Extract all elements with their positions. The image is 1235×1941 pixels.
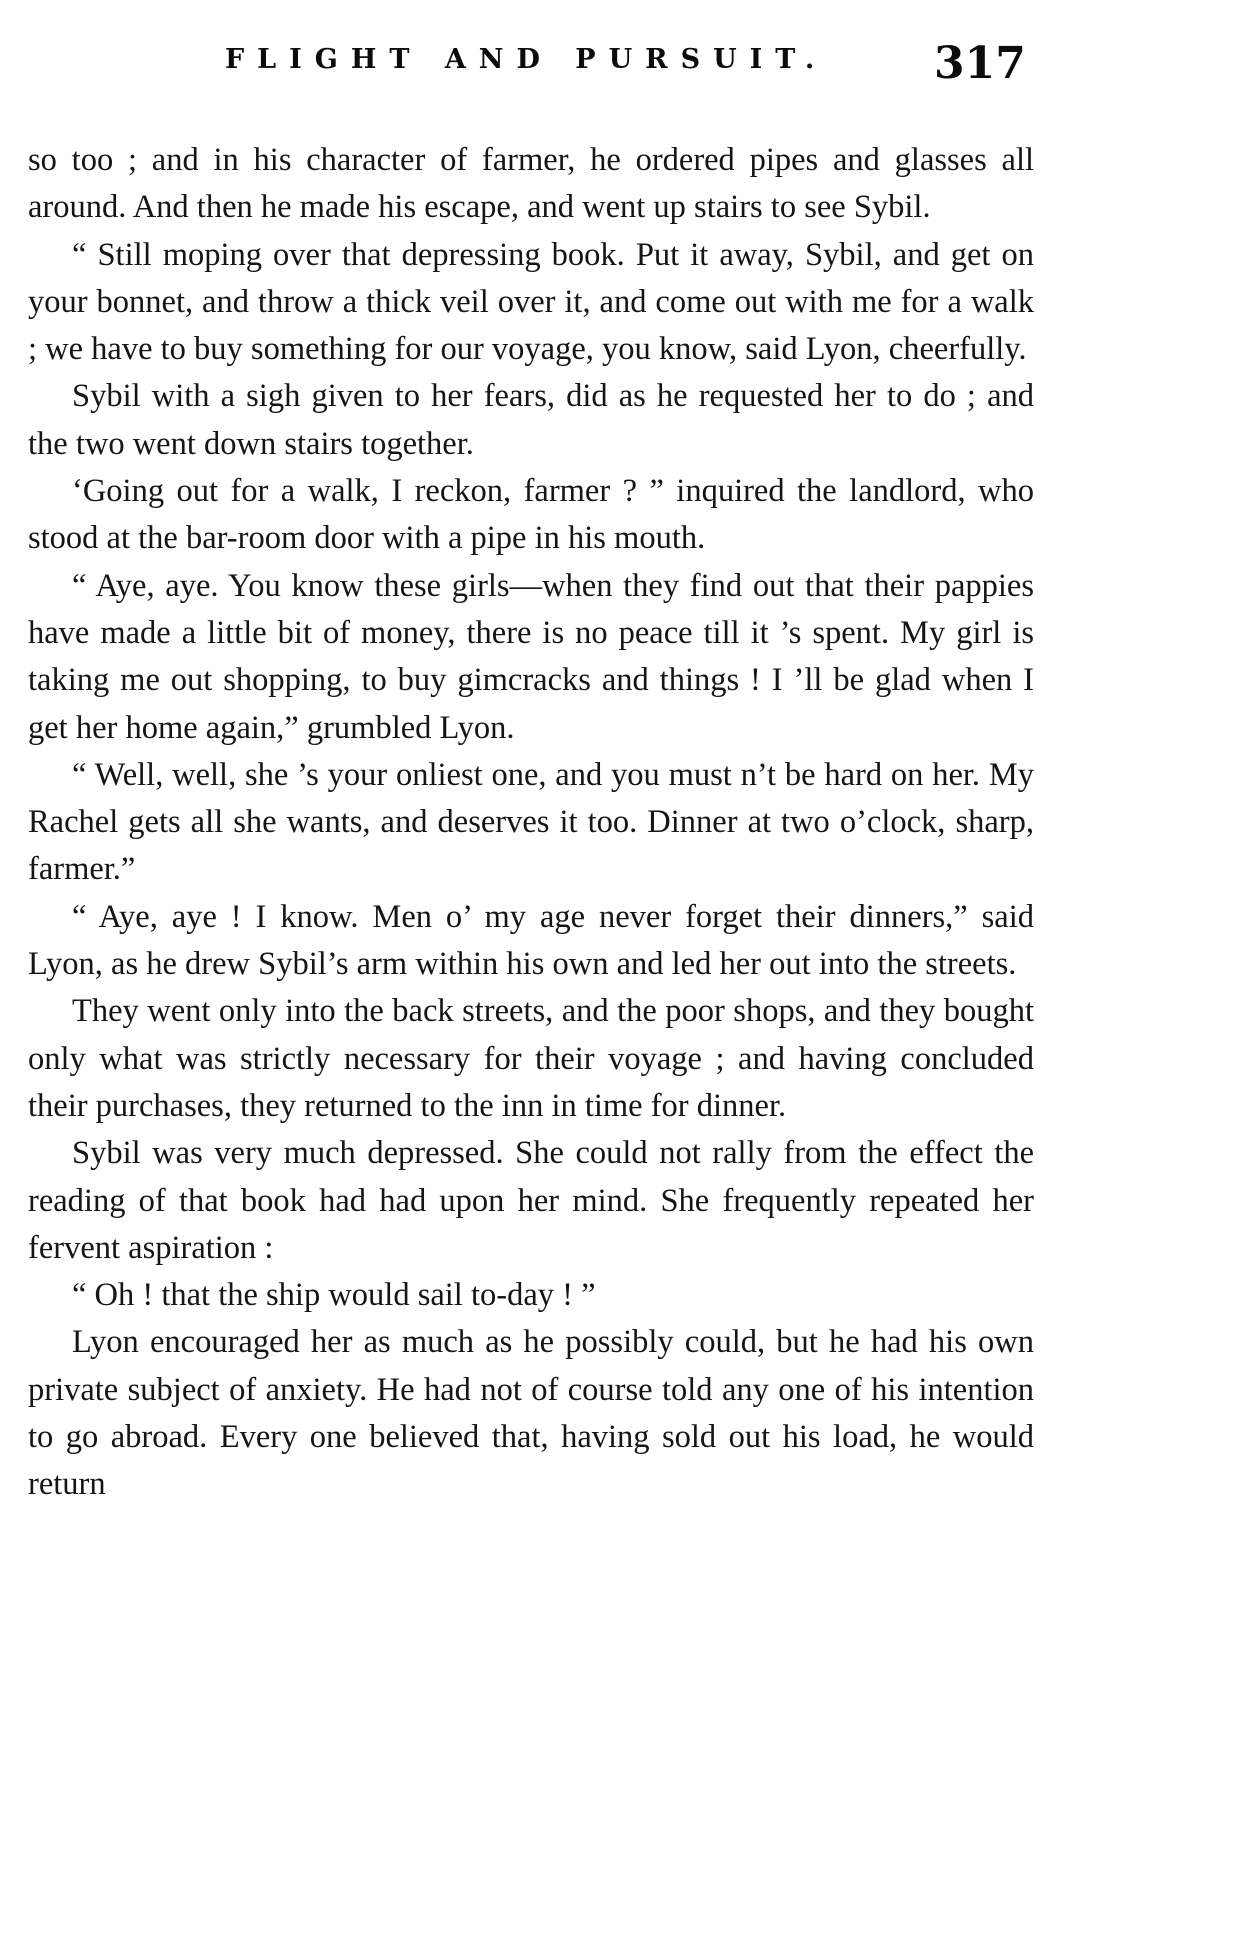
paragraph-5: “ Aye, aye. You know these girls—when they find out that their pappies have made a little bit of money, there is no peace till it ’s spent. My girl is taking me out shopping, to buy gimcracks and things ! I ’ll be glad when I get her home again,” grumbled Lyon. [28,567,1034,746]
paragraph-10: “ Oh ! that the ship would sail to-day ! ” [72,1277,596,1314]
paragraph-7: “ Aye, aye ! I know. Men o’ my age never forget their dinners,” said Lyon, as he drew Sybil’s arm within his own and led her out into the streets. [28,898,1034,983]
paragraph-6: “ Well, well, she ’s your onliest one, and you must n’t be hard on her. My Rachel gets all she wants, and deserves it too. Dinner at two o’clock, sharp, farmer.” [28,756,1034,888]
paragraph-3: Sybil with a sigh given to her fears, did as he requested her to do ; and the two went down stairs together. [28,378,1034,462]
page-number: 317 [934,38,1026,89]
running-head: FLIGHT AND PURSUIT. [225,44,828,75]
page-body [28,137,1034,1509]
paragraph-11: Lyon encouraged her as much as he possibly could, but he had his own private subject of anxiety. He had not of course told any one of his intention to go abroad. Every one believed that, having sold out his load, he would return [28,1324,1034,1503]
paragraph-9: Sybil was very much depressed. She could not rally from the effect the reading of that book had had upon her mind. She frequently repeated her fervent aspiration : [28,1135,1034,1266]
paragraph-2: “ Still moping over that depressing book. Put it away, Sybil, and get on your bonnet, and throw a thick veil over it, and come out with me for a walk ; we have to buy something for our voyage, you know, said Lyon, cheerfully. [28,236,1034,368]
paragraph-1: so too ; and in his character of farmer, he ordered pipes and glasses all around. And then he made his escape, and went up stairs to see Sybil. [28,142,1034,226]
paragraph-4: ‘Going out for a walk, I reckon, farmer ? ” inquired the landlord, who stood at the bar-room door with a pipe in his mouth. [28,473,1034,557]
paragraph-8: They went only into the back streets, and the poor shops, and they bought only what was strictly necessary for their voyage ; and having concluded their purchases, they returned to the inn in time for dinner. [28,993,1034,1124]
